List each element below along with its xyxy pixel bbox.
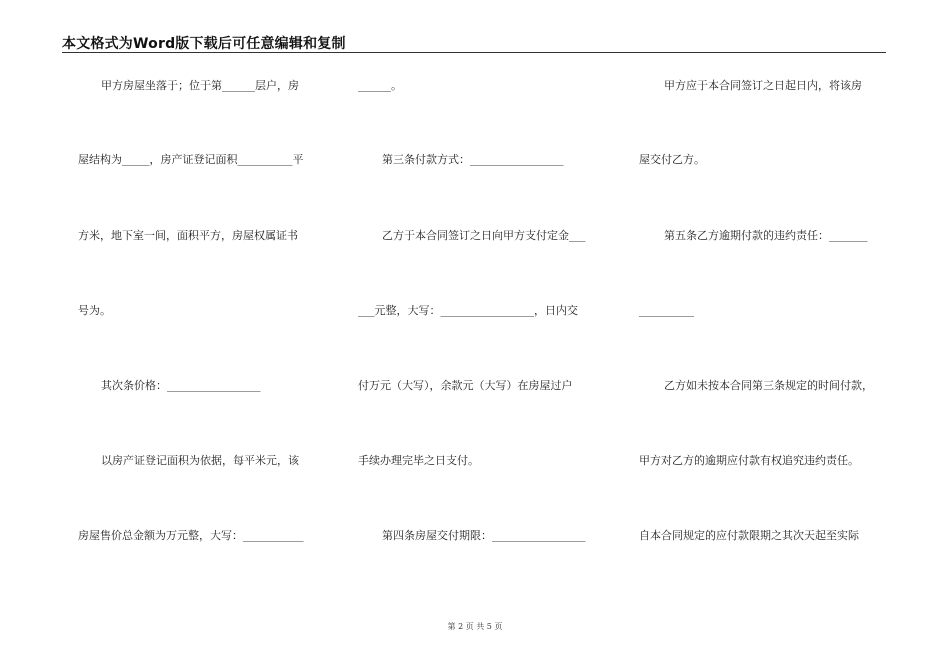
column-1-line-2: 屋结构为_____，房产证登记面积__________平 — [78, 153, 304, 166]
column-2-line-6: 手续办理完毕之日支付。 — [358, 454, 479, 467]
text-column-3 — [620, 0, 900, 672]
column-1-line-7: 房屋售价总金额为万元整，大写：___________ — [78, 529, 304, 542]
column-3-line-4: __________ — [639, 304, 694, 317]
column-2-line-7: 第四条房屋交付期限：_________________ — [382, 529, 586, 542]
column-2-line-4: ___元整，大写：_________________，日内交 — [358, 304, 578, 317]
column-1-line-6: 以房产证登记面积为依据，每平米元，该 — [101, 454, 299, 467]
column-3-line-6: 甲方对乙方的逾期应付款有权追究违约责任。 — [639, 454, 859, 467]
document-header-title: 本文格式为Word版下载后可任意编辑和复制 — [62, 36, 346, 52]
column-3-line-5: 乙方如未按本合同第三条规定的时间付款， — [664, 379, 873, 392]
column-3-line-7: 自本合同规定的应付款限期之其次天起至实际 — [639, 529, 859, 542]
page-number-footer: 第 2 页 共 5 页 — [447, 622, 503, 631]
column-1-line-3: 方米，地下室一间，面积平方，房屋权属证书 — [78, 229, 298, 242]
column-1-line-1: 甲方房屋坐落于；位于第______层户，房 — [101, 79, 299, 92]
column-2-line-5: 付万元（大写），余款元（大写）在房屋过户 — [358, 379, 573, 392]
column-1-line-5: 其次条价格：_________________ — [101, 379, 261, 392]
column-2-line-1: ______。 — [358, 79, 402, 92]
column-2-line-2: 第三条付款方式：_________________ — [382, 153, 564, 166]
text-column-1 — [0, 0, 330, 672]
column-3-line-2: 屋交付乙方。 — [639, 153, 705, 166]
column-3-line-3: 第五条乙方逾期付款的违约责任：_______ — [664, 229, 868, 242]
column-2-line-3: 乙方于本合同签订之日向甲方支付定金___ — [382, 229, 586, 242]
column-1-line-4: 号为。 — [78, 304, 111, 317]
column-3-line-1: 甲方应于本合同签订之日起日内，将该房 — [664, 79, 862, 92]
text-column-2 — [330, 0, 620, 672]
